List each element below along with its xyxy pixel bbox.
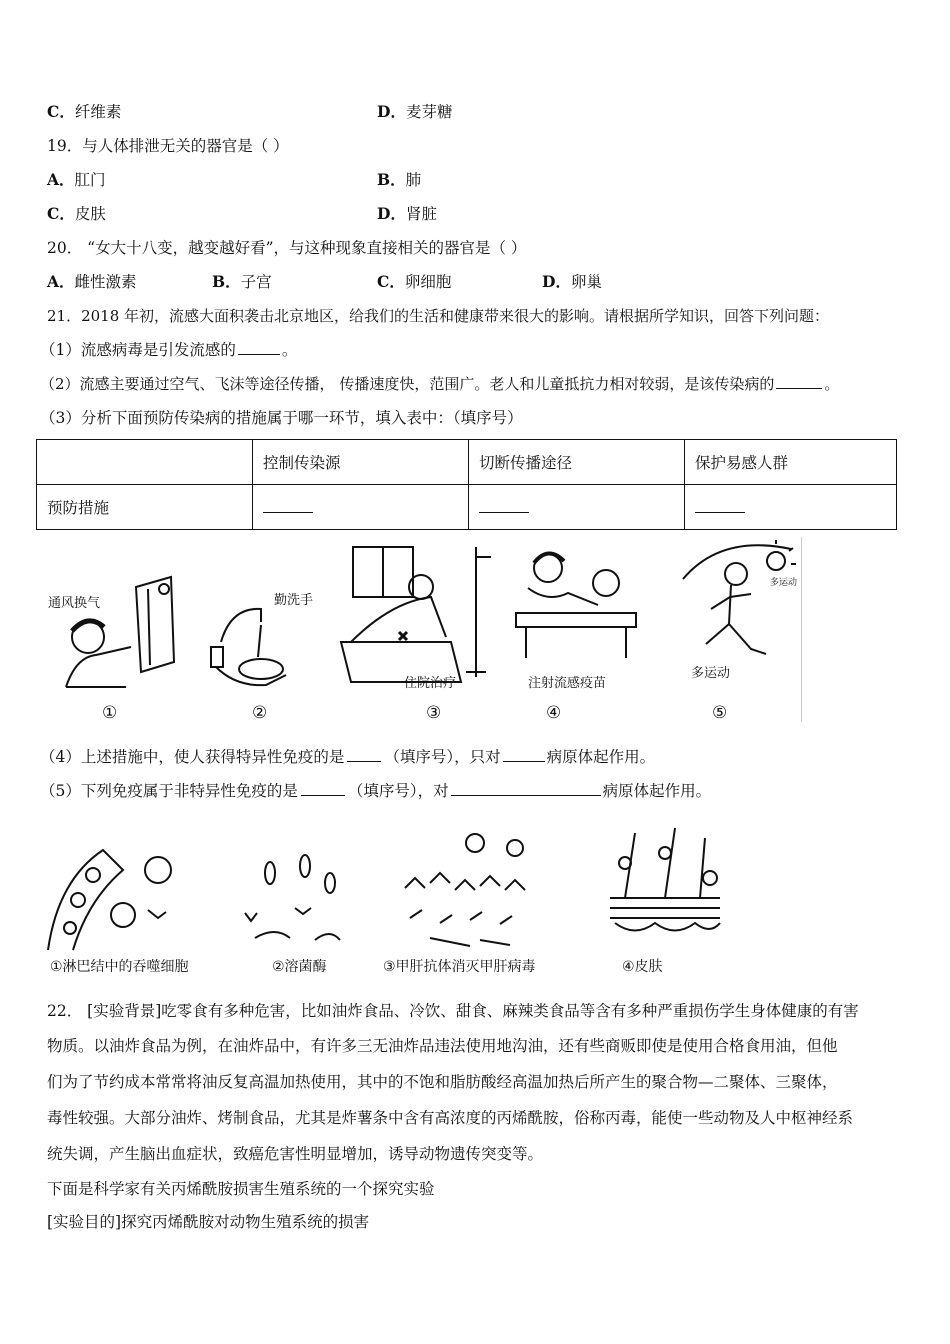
q22-line: 物质。以油炸食品为例，在油炸品中，有许多三无油炸品违法使用地沟油，还有些商贩即使是使用合格食用油，但他 xyxy=(47,1037,838,1055)
option-text: 子宫 xyxy=(240,273,272,291)
part-text: （2）流感主要通过空气、飞沫等途径传播， 传播速度快，范围广。老人和儿童抵抗力相对较弱，是该传染病的 xyxy=(40,375,775,393)
q20-stem: 20． “女大十八变，越变越好看”，与这种现象直接相关的器官是（ ） xyxy=(47,239,527,257)
q19-option-d xyxy=(377,203,437,225)
exercise-illustration xyxy=(681,539,801,679)
illustration-label: 住院治疗 xyxy=(404,676,457,691)
q22-line: 们为了节约成本常常将油反复高温加热使用，其中的不饱和脂肪酸经高温加热后所产生的聚合物—二聚体、三聚体， xyxy=(47,1073,838,1091)
immunity-illustrations xyxy=(40,818,730,978)
part-text-end: 。 xyxy=(824,375,840,393)
table-answer-cell[interactable] xyxy=(469,485,685,530)
table-header-row xyxy=(37,440,897,485)
table-header-cell: 控制传染源 xyxy=(253,440,469,485)
answer-blank[interactable] xyxy=(238,339,280,355)
illustration-label: 注射流感疫苗 xyxy=(528,676,607,691)
option-key: C． xyxy=(47,204,75,223)
hospital-treatment-illustration xyxy=(331,542,501,692)
part-text-end: 。 xyxy=(281,341,298,359)
option-key: B． xyxy=(377,170,406,189)
q18-option-c xyxy=(47,101,121,123)
hepatitis-antibody-illustration xyxy=(400,828,550,958)
part-text: 病原体起作用。 xyxy=(602,782,712,800)
illustration-label: 多运动 xyxy=(691,666,731,681)
option-key: D． xyxy=(377,204,406,223)
part-text: 病原体起作用。 xyxy=(546,748,656,766)
q20-option-a xyxy=(47,271,137,293)
q21-part2 xyxy=(40,373,839,395)
table-header-cell: 切断传播途径 xyxy=(469,440,685,485)
q19-option-b xyxy=(377,169,421,191)
q19-option-c xyxy=(47,203,106,225)
part-text: （4）上述措施中，使人获得特异性免疫的是 xyxy=(40,748,345,766)
q18-option-d xyxy=(377,101,452,123)
lymph-phagocyte-illustration xyxy=(48,840,178,965)
answer-blank[interactable] xyxy=(263,497,313,513)
option-text: 雌性激素 xyxy=(74,273,137,291)
q22-line: 统失调，产生脑出血症状，致癌危害性明显增加，诱导动物遗传突变等。 xyxy=(47,1145,544,1163)
illustration-caption: ②溶菌酶 xyxy=(272,959,327,975)
table-header-cell xyxy=(37,440,253,485)
illustration-number: ④ xyxy=(546,703,562,723)
illustration-label: 通风换气 xyxy=(48,596,101,611)
option-key: D． xyxy=(377,102,406,121)
lysozyme-illustration xyxy=(235,858,345,958)
option-text: 肛门 xyxy=(74,171,106,189)
q20-option-d xyxy=(542,271,602,293)
option-key: A． xyxy=(47,170,75,189)
option-key: B． xyxy=(212,272,241,291)
illustration-label: 勤洗手 xyxy=(274,593,314,608)
q22-line: 22． [实验背景]吃零食有多种危害，比如油炸食品、冷饮、甜食、麻辣类食品等含有多种严重损伤学生身体健康的有害 xyxy=(47,1002,859,1020)
part-text: （填序号），只对 xyxy=(384,748,501,766)
skin-illustration xyxy=(605,823,725,953)
option-text: 卵巢 xyxy=(570,273,602,291)
option-key: C． xyxy=(377,272,405,291)
part-text: （5）下列免疫属于非特异性免疫的是 xyxy=(40,782,298,800)
q22-line: 下面是科学家有关丙烯酰胺损害生殖系统的一个探究实验 xyxy=(47,1180,435,1198)
illustration-number: ② xyxy=(252,703,268,723)
q21-part5 xyxy=(40,780,711,802)
answer-blank[interactable] xyxy=(451,780,601,796)
illustration-caption: ④皮肤 xyxy=(622,959,663,975)
q21-part4 xyxy=(40,746,655,768)
option-key: A． xyxy=(47,272,75,291)
option-text: 肺 xyxy=(405,171,422,189)
table-row xyxy=(37,485,897,530)
answer-blank[interactable] xyxy=(503,746,545,762)
q19-stem: 19．与人体排泄无关的器官是（ ） xyxy=(47,137,289,155)
answer-blank[interactable] xyxy=(479,497,529,513)
q21-stem: 21．2018 年初，流感大面积袭击北京地区，给我们的生活和健康带来很大的影响。请根据所学知识，回答下列问题： xyxy=(47,307,830,325)
illustration-caption: ③甲肝抗体消灭甲肝病毒 xyxy=(383,959,536,975)
option-text: 纤维素 xyxy=(74,103,122,121)
option-key: D． xyxy=(542,272,571,291)
q21-part1 xyxy=(40,339,297,361)
option-text: 皮肤 xyxy=(74,205,106,223)
q22-line: [实验目的]探究丙烯酰胺对动物生殖系统的损害 xyxy=(47,1213,370,1231)
illustration-number: ① xyxy=(102,703,118,723)
option-text: 麦芽糖 xyxy=(405,103,453,121)
q20-option-c xyxy=(377,271,451,293)
illustration-number: ③ xyxy=(426,703,442,723)
option-text: 肾脏 xyxy=(405,205,437,223)
option-text: 卵细胞 xyxy=(404,273,452,291)
handwashing-illustration xyxy=(206,597,326,717)
table-answer-cell[interactable] xyxy=(685,485,897,530)
table-row-label: 预防措施 xyxy=(37,485,253,530)
prevention-illustrations xyxy=(36,537,802,722)
table-header-cell: 保护易感人群 xyxy=(685,440,897,485)
illustration-number: ⑤ xyxy=(712,703,728,723)
answer-blank[interactable] xyxy=(776,373,822,389)
answer-blank[interactable] xyxy=(347,746,381,762)
ventilation-illustration xyxy=(36,577,186,717)
part-text: （1）流感病毒是引发流感的 xyxy=(40,341,236,359)
table-answer-cell[interactable] xyxy=(253,485,469,530)
q22-line: 毒性较强。大部分油炸、烤制食品，尤其是炸薯条中含有高浓度的丙烯酰胺，俗称丙毒，能使一些动物及人中枢神经系 xyxy=(47,1109,854,1127)
answer-blank[interactable] xyxy=(695,497,745,513)
q19-option-a xyxy=(47,169,106,191)
q21-part3: （3）分析下面预防传染病的措施属于哪一环节，填入表中：（填序号） xyxy=(40,409,523,427)
illustration-caption: ①淋巴结中的吞噬细胞 xyxy=(50,959,189,975)
answer-blank[interactable] xyxy=(301,780,345,796)
q20-option-b xyxy=(212,271,272,293)
prevention-table xyxy=(36,439,897,530)
option-key: C． xyxy=(47,102,75,121)
exercise-sign-text: 多运动 xyxy=(770,578,798,588)
vaccination-illustration xyxy=(508,543,648,673)
part-text: （填序号），对 xyxy=(347,782,449,800)
